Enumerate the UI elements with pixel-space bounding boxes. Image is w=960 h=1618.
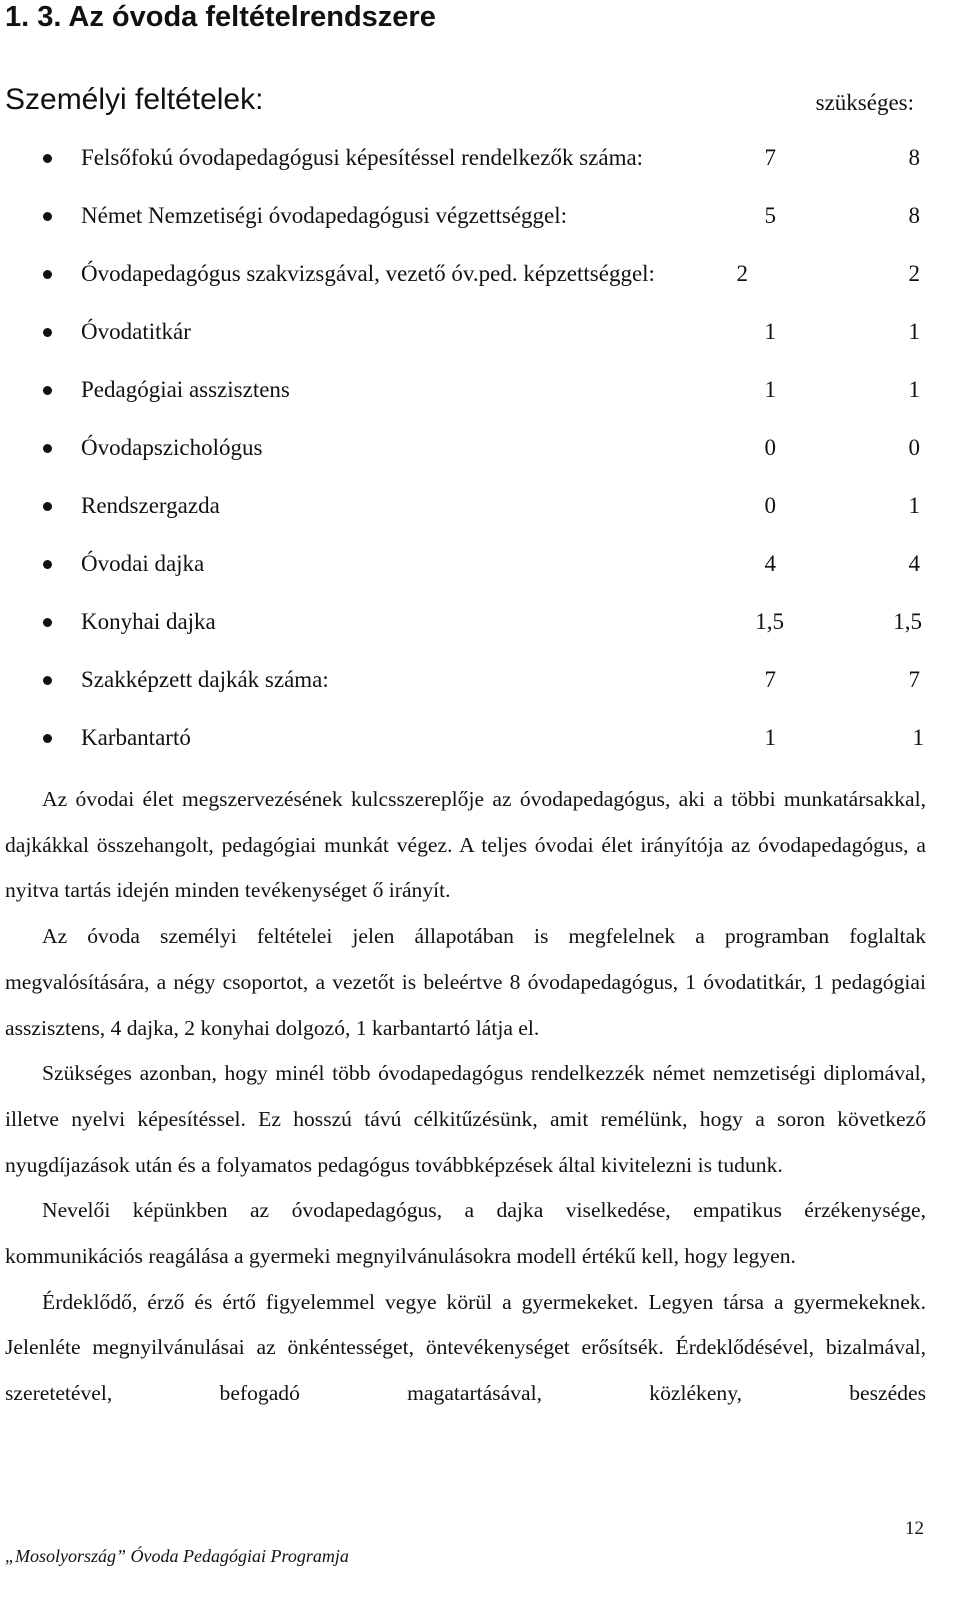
staff-role: Német Nemzetiségi óvodapedagógusi végzettséggel: xyxy=(81,203,568,228)
staff-role: Óvodapedagógus szakvizsgával, vezető óv.ped. képzettséggel: xyxy=(81,261,655,286)
paragraph: Érdeklődő, érző és értő figyelemmel vegye körül a gyermekeket. Legyen társa a gyermekeknek. Jelenléte megnyilvánulásai az önkéntességet, öntevékenységet erősítsék. Érdeklődésével, bizalmával, szeretetével, befogadó magatartásával, közlékeny, beszédes xyxy=(5,1289,926,1406)
staff-current-count: 0 xyxy=(764,493,776,518)
bullet-icon xyxy=(43,154,52,163)
page-number: 12 xyxy=(905,1518,924,1539)
staff-required-count: 7 xyxy=(908,667,920,692)
staff-row xyxy=(0,665,960,695)
staff-current-count: 2 xyxy=(736,261,748,286)
staff-role: Konyhai dajka xyxy=(81,609,216,634)
section-heading: 1. 3. Az óvoda feltételrendszere xyxy=(5,1,436,33)
staff-role: Óvodapszichológus xyxy=(81,435,263,460)
staff-current-count: 1 xyxy=(764,725,776,750)
body-text xyxy=(5,777,926,1417)
staff-current-count: 5 xyxy=(764,203,776,228)
bullet-icon xyxy=(43,212,52,221)
staff-row xyxy=(0,317,960,347)
staff-current-count: 7 xyxy=(764,667,776,692)
staff-row xyxy=(0,433,960,463)
staff-row xyxy=(0,491,960,521)
paragraph: Nevelői képünkben az óvodapedagógus, a dajka viselkedése, empatikus érzékenysége, kommunikációs reagálása a gyermeki megnyilvánulásokra modell értékű kell, hogy legyen. xyxy=(5,1198,926,1269)
staff-current-count: 1 xyxy=(764,319,776,344)
staff-row xyxy=(0,375,960,405)
staff-required-count: 1 xyxy=(908,377,920,402)
bullet-icon xyxy=(43,676,52,685)
staff-required-count: 8 xyxy=(908,203,920,228)
bullet-icon xyxy=(43,386,52,395)
staff-row xyxy=(0,723,960,753)
staff-current-count: 7 xyxy=(764,145,776,170)
paragraph: Az óvoda személyi feltételei jelen állapotában is megfelelnek a programban foglaltak megvalósítására, a négy csoportot, a vezetőt is beleértve 8 óvodapedagógus, 1 óvodatitkár, 1 pedagógiai asszisztens, 4 dajka, 2 konyhai dolgozó, 1 karbantartó látja el. xyxy=(5,924,926,1040)
staff-required-count: 1 xyxy=(912,725,924,750)
staff-current-count: 1 xyxy=(764,377,776,402)
footer-title: „Mosolyország” Óvoda Pedagógiai Programja xyxy=(5,1546,349,1566)
staff-role: Karbantartó xyxy=(81,725,191,750)
staff-role: Óvodatitkár xyxy=(81,319,191,344)
staff-role: Pedagógiai asszisztens xyxy=(81,377,290,402)
staff-role: Felsőfokú óvodapedagógusi képesítéssel rendelkezők száma: xyxy=(81,145,644,170)
paragraph: Az óvodai élet megszervezésének kulcsszereplője az óvodapedagógus, aki a többi munkatársakkal, dajkákkal összehangolt, pedagógiai munkát végez. A teljes óvodai élet irányítója az óvodapedagógus, a nyitva tartás idején minden tevékenységet ő irányít. xyxy=(5,787,926,903)
bullet-icon xyxy=(43,502,52,511)
staff-row xyxy=(0,201,960,231)
required-column-label: szükséges: xyxy=(815,90,914,115)
staff-role: Rendszergazda xyxy=(81,493,220,518)
staff-required-count: 0 xyxy=(908,435,920,460)
paragraph: Szükséges azonban, hogy minél több óvodapedagógus rendelkezzék német nemzetiségi diplomával, illetve nyelvi képesítéssel. Ez hosszú távú célkitűzésünk, amit remélünk, hogy a soron következő nyugdíjazások után és a folyamatos pedagógus továbbképzések által kivitelezni is tudunk. xyxy=(5,1061,926,1177)
bullet-icon xyxy=(43,560,52,569)
staff-conditions-subheading: Személyi feltételek: xyxy=(5,83,264,116)
bullet-icon xyxy=(43,270,52,279)
staff-role: Szakképzett dajkák száma: xyxy=(81,667,329,692)
staff-required-count: 1 xyxy=(908,493,920,518)
staff-current-count: 1,5 xyxy=(755,609,784,634)
staff-required-count: 1 xyxy=(908,319,920,344)
bullet-icon xyxy=(43,444,52,453)
bullet-icon xyxy=(43,734,52,743)
staff-current-count: 0 xyxy=(764,435,776,460)
staff-row xyxy=(0,259,960,289)
staff-role: Óvodai dajka xyxy=(81,551,205,576)
staff-required-count: 8 xyxy=(908,145,920,170)
bullet-icon xyxy=(43,618,52,627)
staff-row xyxy=(0,607,960,637)
staff-row xyxy=(0,143,960,173)
staff-required-count: 2 xyxy=(908,261,920,286)
staff-required-count: 1,5 xyxy=(893,609,922,634)
bullet-icon xyxy=(43,328,52,337)
staff-required-count: 4 xyxy=(908,551,920,576)
staff-current-count: 4 xyxy=(764,551,776,576)
staff-row xyxy=(0,549,960,579)
